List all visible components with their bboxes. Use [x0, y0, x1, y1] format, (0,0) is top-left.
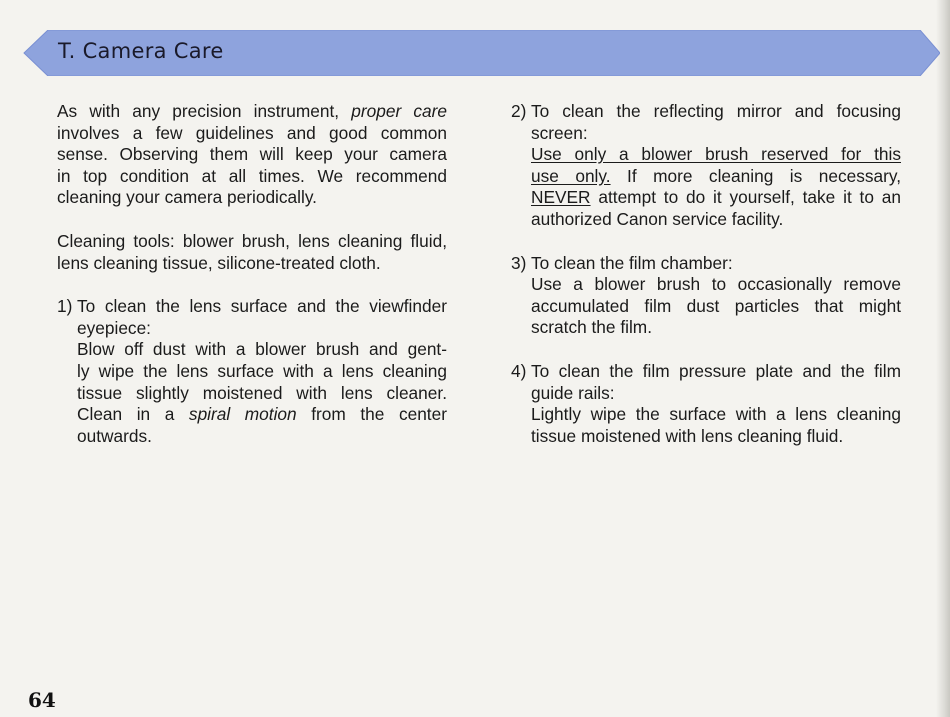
intro-line-3: sense. Observing them will keep your camera: [57, 144, 447, 165]
item-body: Clean in a spiral motion from the center: [77, 404, 447, 425]
tools-line-1: Cleaning tools: blower brush, lens cleaning fluid,: [57, 230, 447, 251]
item-heading: To clean the film chamber:: [531, 252, 733, 273]
item-warning: authorized Canon service facility.: [531, 208, 784, 229]
care-item-1: [57, 296, 447, 447]
right-column: [511, 101, 901, 447]
item-heading: To clean the reflecting mirror and focusing: [531, 101, 901, 121]
intro-line-2: involves a few guidelines and good common: [57, 122, 447, 143]
item-heading: guide rails:: [531, 382, 615, 403]
item-body: scratch the film.: [531, 317, 653, 338]
left-column: [57, 101, 447, 447]
care-item-2: [511, 101, 901, 231]
item-number: 4): [511, 360, 527, 381]
item-number: 3): [511, 252, 527, 273]
item-warning: Use only a blower brush reserved for this: [531, 144, 901, 165]
intro-line-4: in top condition at all times. We recommend: [57, 165, 447, 186]
section-title: T. Camera Care: [58, 39, 224, 63]
item-heading: To clean the lens surface and the viewfinder: [77, 296, 447, 317]
care-item-3: [511, 253, 901, 339]
item-body: tissue slightly moistened with lens cleaner.: [77, 382, 447, 403]
item-body: Use a blower brush to occasionally remove: [531, 274, 901, 295]
item-body: tissue moistened with lens cleaning fluid.: [531, 425, 844, 446]
item-body: outwards.: [77, 425, 152, 446]
intro-line-5: cleaning your camera periodically.: [57, 187, 317, 208]
item-heading: screen:: [531, 122, 588, 143]
item-warning: NEVER attempt to do it yourself, take it to an: [531, 187, 901, 208]
item-body: Lightly wipe the surface with a lens cleaning: [531, 404, 901, 425]
intro-line-1: As with any precision instrument, proper care: [57, 101, 448, 121]
item-heading: eyepiece:: [77, 317, 151, 338]
item-body: Blow off dust with a blower brush and gent-: [77, 339, 447, 360]
tools-line-2: lens cleaning tissue, silicone-treated cloth.: [57, 252, 381, 273]
care-item-4: [511, 361, 901, 447]
section-header-banner: [10, 30, 940, 76]
item-number: 2): [511, 101, 527, 121]
item-heading: To clean the film pressure plate and the film: [531, 360, 901, 381]
page-number: 64: [28, 688, 56, 712]
item-number: 1): [57, 296, 73, 317]
page-edge: [936, 0, 950, 717]
item-warning: use only. If more cleaning is necessary,: [531, 165, 901, 186]
item-body: accumulated film dust particles that might: [531, 295, 901, 316]
item-body: ly wipe the lens surface with a lens cleaning: [77, 360, 447, 381]
